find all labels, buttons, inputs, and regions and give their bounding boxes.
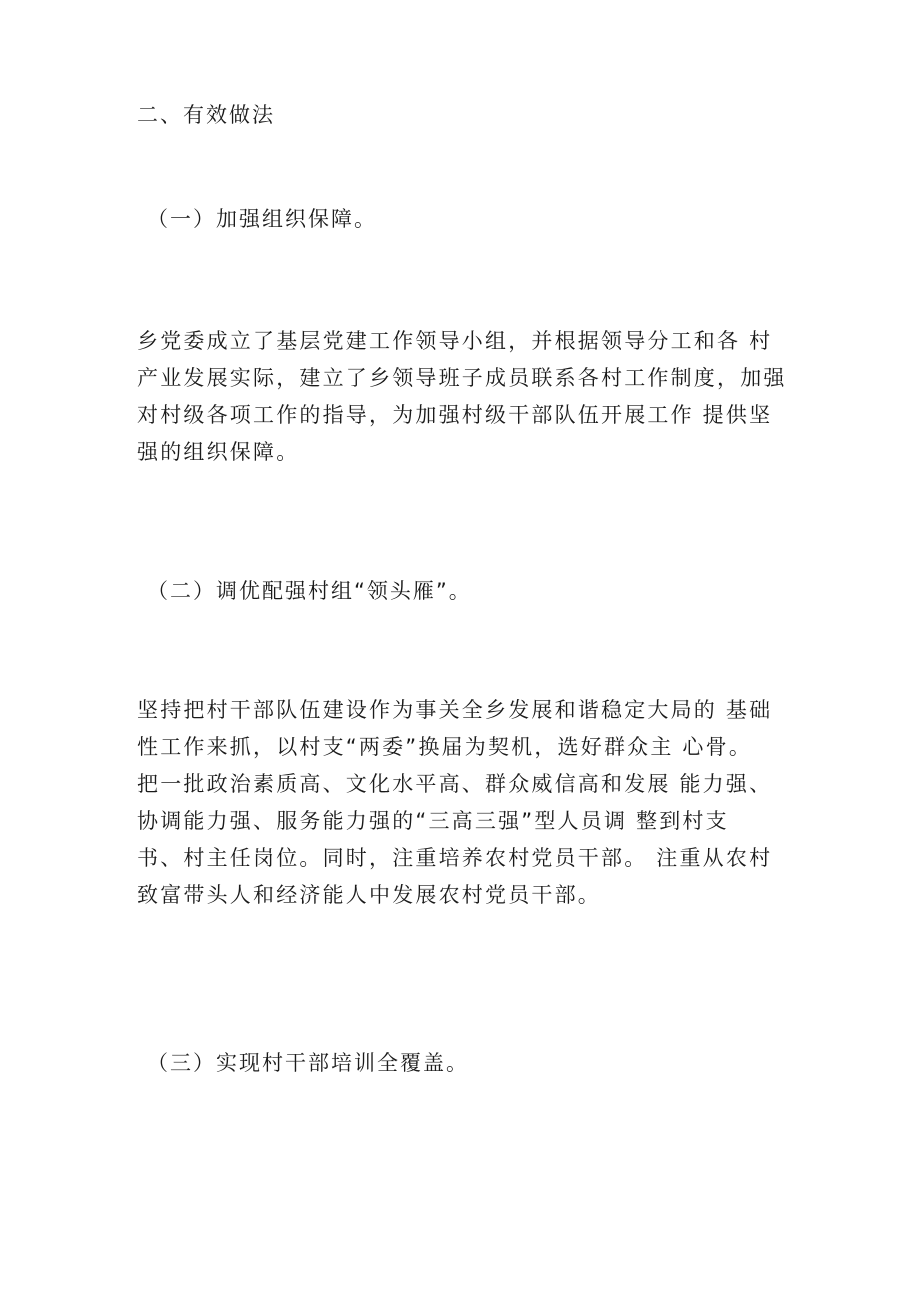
paragraph-line: 乡党委成立了基层党建工作领导小组，并根据领导分工和各 村 [137, 329, 773, 353]
subsection-2-title: （二）调优配强村组“领头雁”。 [147, 579, 472, 603]
paragraph-line: 对村级各项工作的指导，为加强村级干部队伍开展工作 提供坚 [137, 403, 773, 427]
subsection-3-title: （三）实现村干部培训全覆盖。 [147, 1051, 469, 1075]
paragraph-line: 协调能力强、服务能力强的“三高三强”型人员调 整到村支 [137, 809, 729, 833]
paragraph-line: 书、村主任岗位。同时，注重培养农村党员干部。 注重从农村 [137, 846, 773, 870]
subsection-1-title: （一）加强组织保障。 [147, 207, 377, 231]
paragraph-line: 致富带头人和经济能人中发展农村党员干部。 [137, 883, 601, 907]
section-title: 二、有效做法 [137, 103, 275, 127]
paragraph-line: 坚持把村干部队伍建设作为事关全乡发展和谐稳定大局的 基础 [137, 698, 773, 722]
subsection-2-paragraph [137, 692, 772, 914]
paragraph-line: 强的组织保障。 [137, 440, 300, 464]
paragraph-line: 性工作来抓，以村支“两委”换届为契机，选好群众主 心骨。 [137, 735, 753, 759]
paragraph-line: 产业发展实际，建立了乡领导班子成员联系各村工作制度，加强 [137, 366, 787, 390]
paragraph-line: 把一批政治素质高、文化水平高、群众威信高和发展 能力强、 [137, 772, 773, 796]
subsection-1-paragraph [137, 323, 787, 471]
